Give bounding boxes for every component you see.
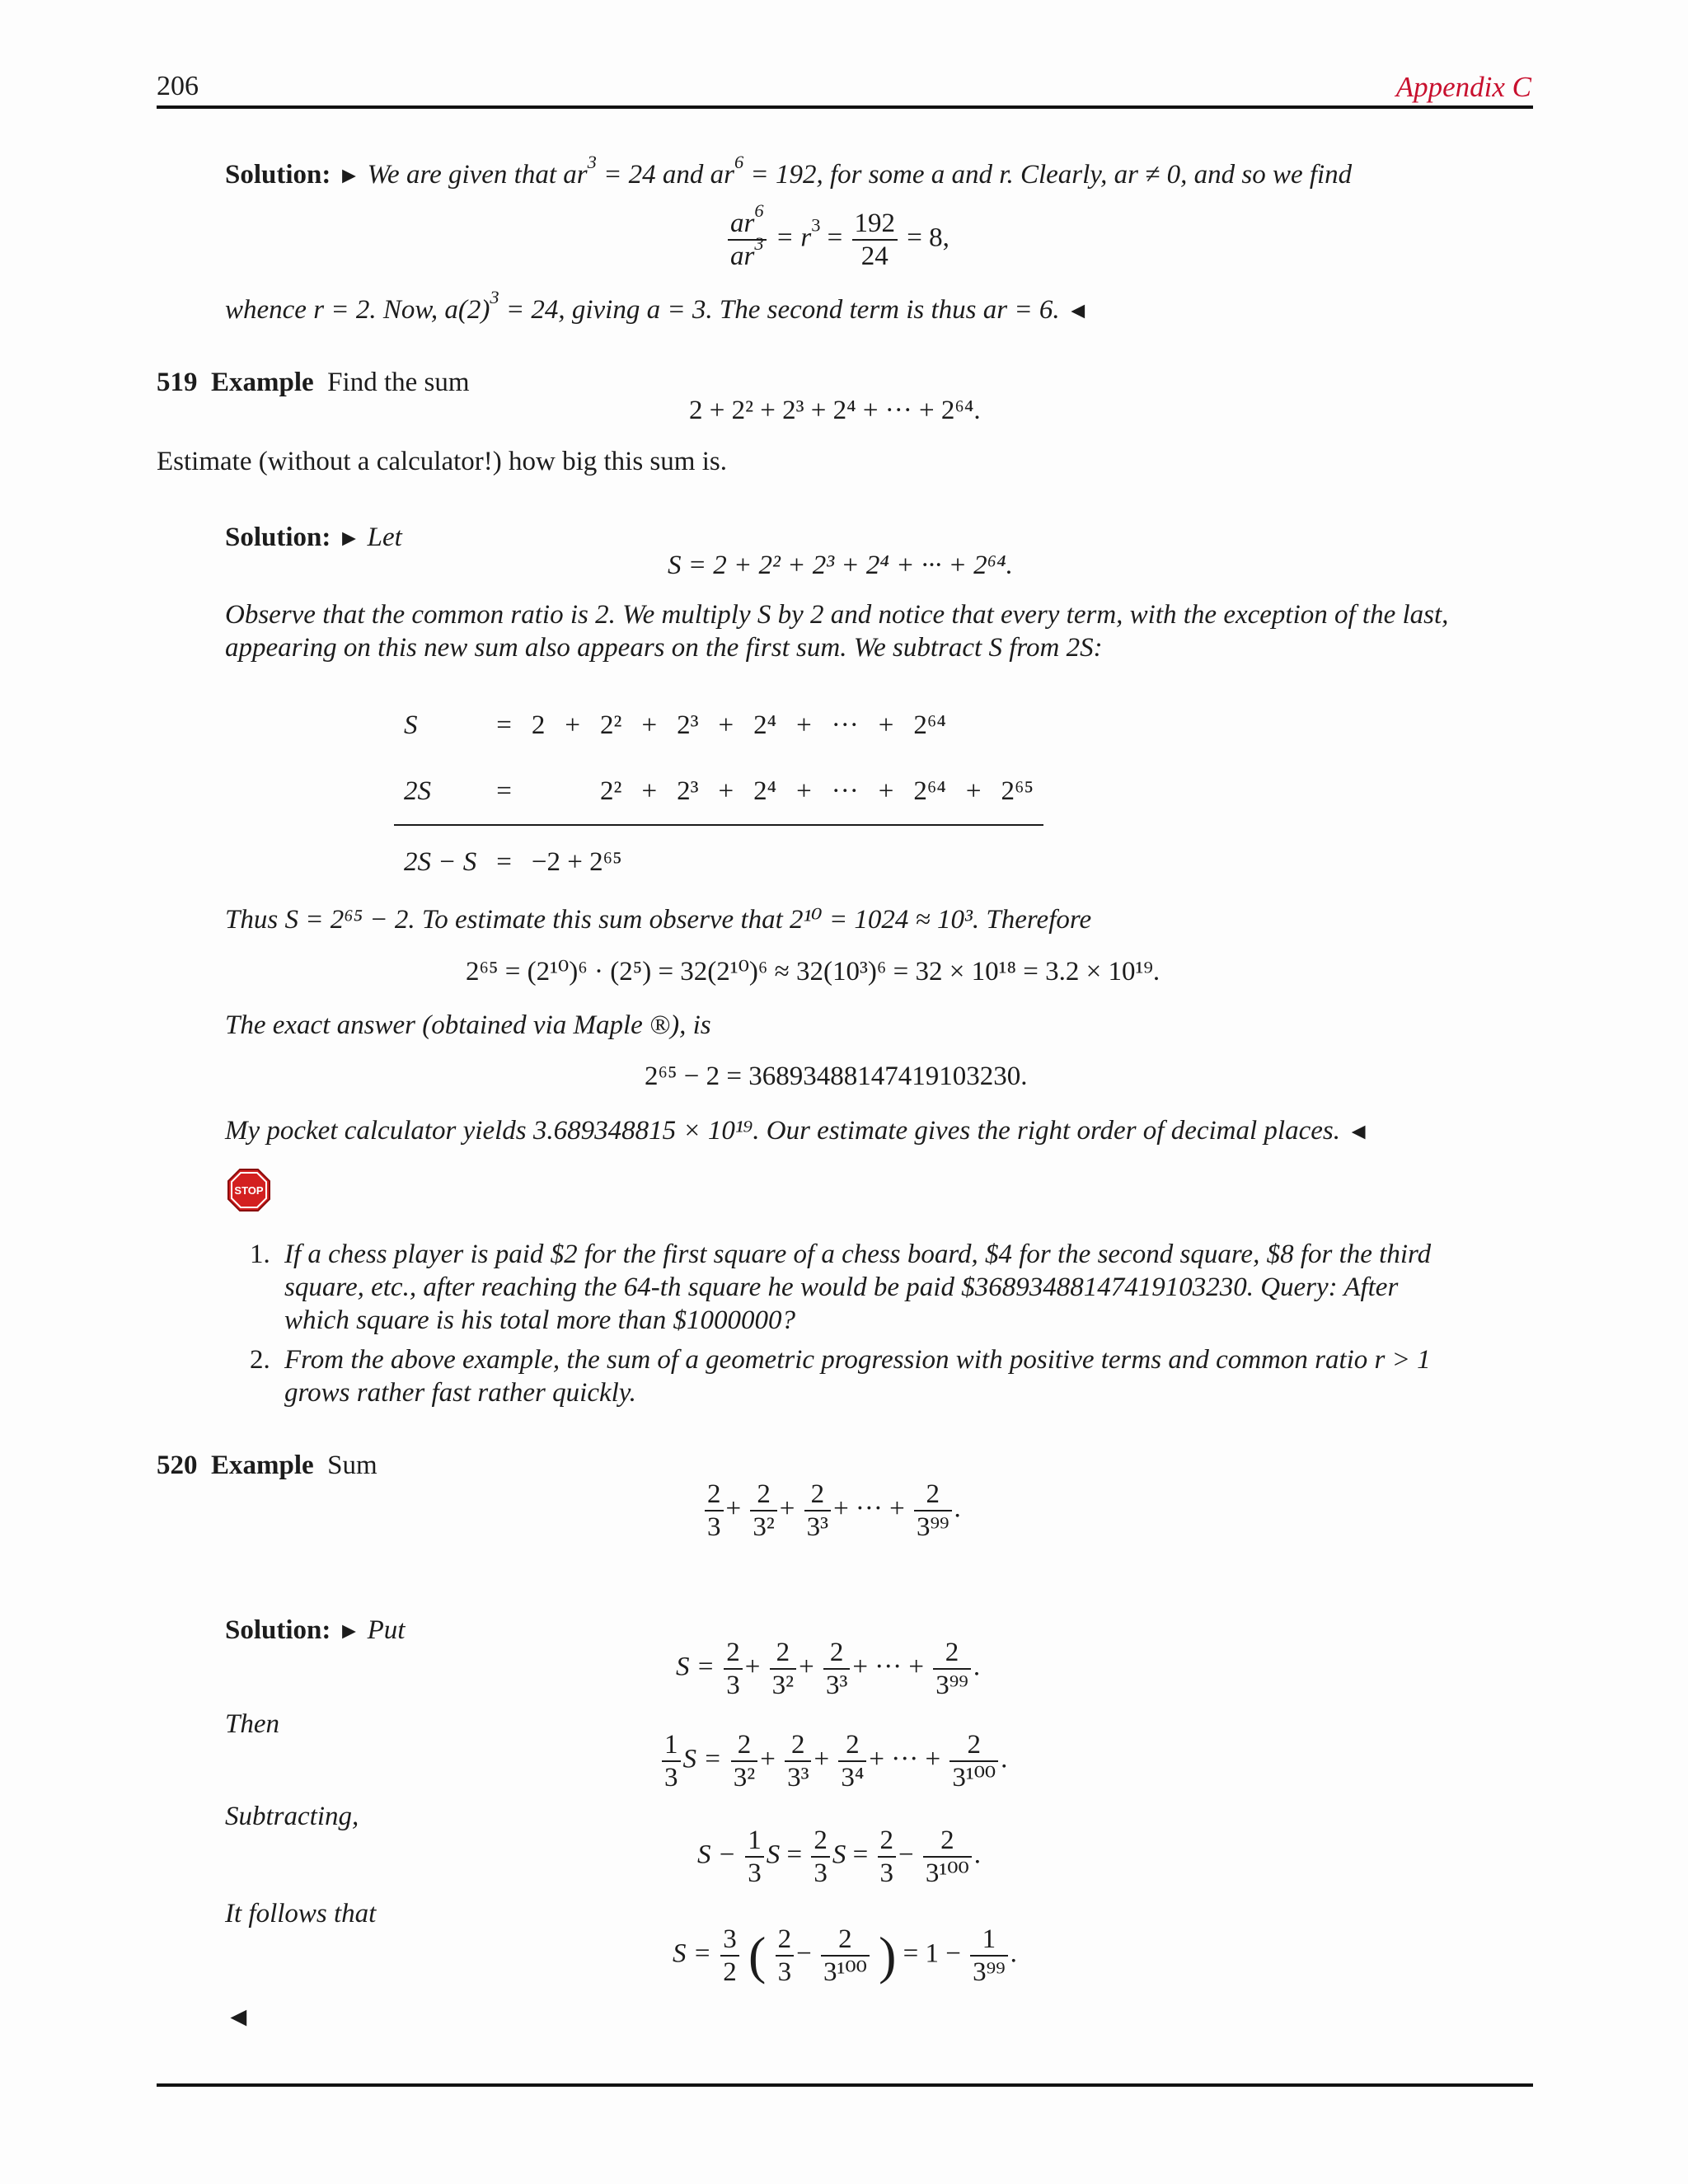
table-row: 2S − S = −2 + 2⁶⁵ [394, 825, 1043, 898]
example-520-heading: 520 Example Sum [157, 1451, 377, 1480]
s-definition: S = 2 + 2² + 2³ + 2⁴ + ··· + 2⁶⁴. [668, 551, 1013, 580]
header-rule [157, 105, 1533, 109]
solution-start-marker: ► [337, 1619, 361, 1644]
svg-text:STOP: STOP [234, 1184, 264, 1197]
footer-rule [157, 2083, 1533, 2087]
pocket-calculator-line: My pocket calculator yields 3.689348815 × 10¹⁹. Our estimate gives the right order of decimal places. ◄ [225, 1116, 1370, 1146]
example-519-heading: 519 Example Find the sum [157, 368, 470, 397]
table-row: 2S = 2² + 2³ + 2⁴ + ··· + 2⁶⁴ + 2⁶⁵ [404, 776, 1034, 806]
exact-equation: 2⁶⁵ − 2 = 36893488147419103230. [645, 1062, 1028, 1091]
example-519-sum: 2 + 2² + 2³ + 2⁴ + ··· + 2⁶⁴. [689, 396, 981, 425]
subtraction-equation: S − $\frac{1}{3}$ S = $\frac{2}{3}$ S = $\frac{2}{3}$ − $\frac{2}{\text{3¹⁰⁰}}$ . [697, 1825, 982, 1888]
subtraction-table [394, 692, 1043, 898]
example-519-question: Estimate (without a calculator!) how big this sum is. [157, 447, 727, 476]
then-label: Then [225, 1709, 279, 1739]
estimate-equation: 2⁶⁵ = (2¹⁰)⁶ · (2⁵) = 32(2¹⁰)⁶ ≈ 32(10³)⁶ = 32 × 10¹⁸ = 3.2 × 10¹⁹. [466, 957, 1160, 987]
solution-start-marker: ► [337, 526, 361, 551]
solution-end-marker: ◄ [225, 2003, 252, 2032]
solution-end-marker: ◄ [1066, 298, 1090, 324]
note-item-2: 2. From the above example, the sum of a geometric progression with positive terms and common ratio r > 1 grows rather fast rather quickly. [250, 1345, 1431, 1408]
solution-520-label: Solution: ► Put [225, 1615, 406, 1645]
prev-solution-intro: Solution: ► We are given that $ar^3 = 24$ and $ar^6 = 192$, for some a and r. Clearly, ar ≠ 0, and so we find [225, 152, 1353, 190]
stop-sign-icon [227, 1169, 270, 1212]
solution-519-para-line2: appearing on this new sum also appears on the first sum. We subtract S from 2S: [225, 633, 1103, 663]
table-row: S = 2 + 2² + 2³ + 2⁴ + ··· + 2⁶⁴ [404, 710, 946, 740]
solution-519-label: Solution: ► Let [225, 523, 402, 552]
thus-line: Thus S = 2⁶⁵ − 2. To estimate this sum observe that 2¹⁰ = 1024 ≈ 10³. Therefore [225, 905, 1092, 935]
solution-end-marker: ◄ [1347, 1119, 1370, 1145]
follows-label: It follows that [225, 1899, 377, 1929]
subtracting-label: Subtracting, [225, 1802, 359, 1831]
exact-intro: The exact answer (obtained via Maple ®), is [225, 1010, 711, 1040]
ratio-equation: $\frac{ar^6}{ar^3}$ = $r^3$ = $\frac{192}{24}$ = 8, [725, 208, 950, 272]
final-s-equation: S = $\frac{3}{2}$ ( $\frac{2}{3}$ − $\frac{2}{\text{3¹⁰⁰}}$ ) = 1 − $\frac{1}{\text{3⁹⁹}}$ . [673, 1924, 1017, 1987]
solution-start-marker: ► [337, 163, 361, 189]
prev-solution-conclusion: whence r = 2. Now, $a(2)^3 = 24$, giving a = 3. The second term is thus ar = 6. ◄ [225, 287, 1090, 325]
example-520-sum: $\frac{2}{3}$ + $\frac{2}{\text{3²}}$ + $\frac{2}{\text{3³}}$ + ··· + $\frac{2}{\text{3⁹⁹}}$ . [702, 1479, 961, 1543]
page-number: 206 [157, 71, 199, 101]
solution-519-para-line1: Observe that the common ratio is 2. We multiply S by 2 and notice that every term, with the exception of the last, [225, 600, 1449, 630]
third-s-equation: $\frac{1}{3}$ S = $\frac{2}{\text{3²}}$ + $\frac{2}{\text{3³}}$ + $\frac{2}{\text{3⁴}}$ + ··· + $\frac{2}{\text{3¹⁰⁰}}$ . [659, 1729, 1007, 1793]
note-item-1: 1. If a chess player is paid $2 for the first square of a chess board, $4 for the second square, $8 for the third square, etc., after reaching the 64-th square he would be paid $36893488147419103230. Query: After which square is his total more than $1000000? [250, 1240, 1432, 1335]
s-series-equation: S = $\frac{2}{3}$ + $\frac{2}{\text{3²}}$ + $\frac{2}{\text{3³}}$ + ··· + $\frac{2}{\text{3⁹⁹}}$ . [676, 1638, 981, 1700]
section-header: Appendix C [1395, 71, 1531, 103]
